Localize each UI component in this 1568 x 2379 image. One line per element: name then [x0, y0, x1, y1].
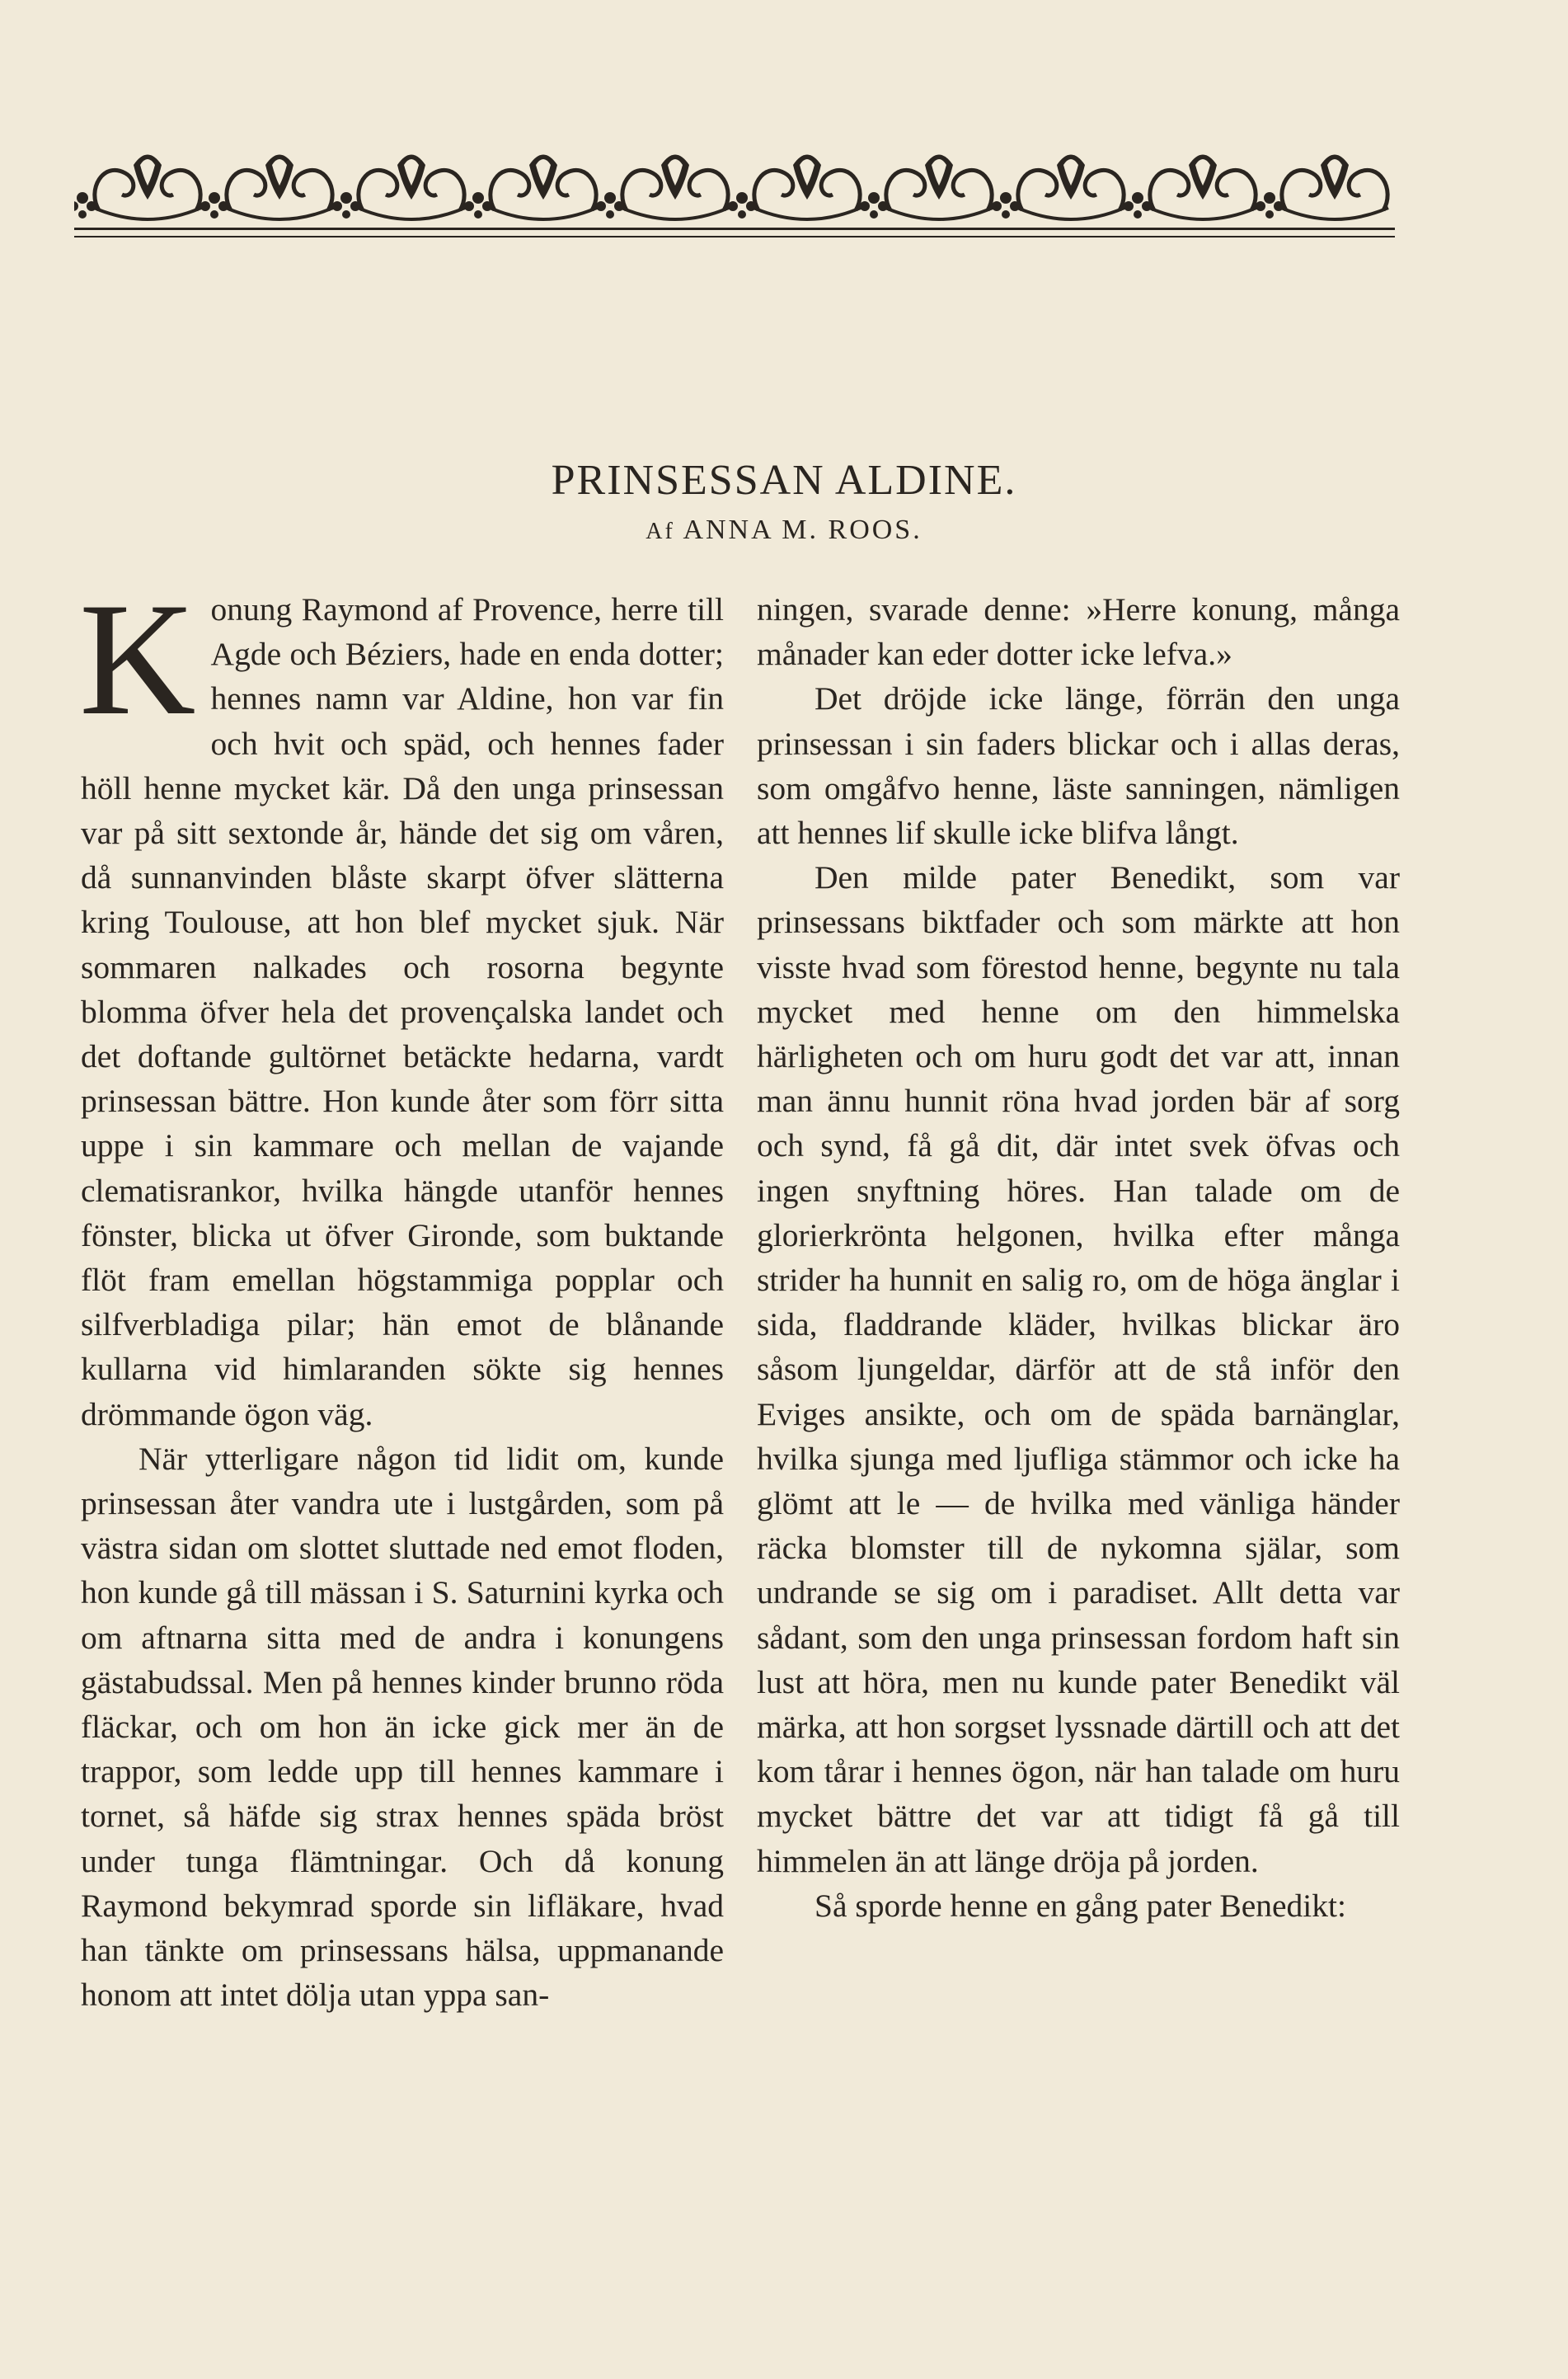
drop-cap: K	[79, 570, 196, 749]
paragraph-3: Det dröjde icke länge, förrän den unga prinsessan i sin faders blickar och i allas deras, som omgåfvo henne, läste sanningen, nämligen att hennes lif skulle icke blifva långt.	[757, 680, 1400, 852]
ornamental-header-border	[74, 140, 1395, 231]
header-rule-thick	[74, 228, 1395, 230]
header-rule-thin	[74, 236, 1395, 237]
paragraph-4: Den milde pater Benedikt, som var prinsessans biktfader och som märkte att hon visste hvad som förestod henne, begynte nu tala mycket med henne om den himmelska härligheten och om huru godt det var att, innan man ännu hunnit röna hvad jorden bär af sorg och synd, få gå dit, där intet svek öfvas och ingen snyftning höres. Han talade om de glorierkrönta helgonen, hvilka efter många strider ha hunnit en salig ro, om de höga änglar i sida, fladdrande kläder, hvilkas blickar äro såsom ljungeldar, därför att de stå inför den Eviges ansikte, och om de späda barnänglar, hvilka sjunga med ljufliga stämmor och icke ha glömt att le — de hvilka med vänliga händer räcka blomster till de nykomna själar, som undrande se sig om i paradiset. Allt detta var sådant, som den unga prinsessan fordom haft sin lust att höra, men nu kunde pater Benedikt väl märka, att hon sorgset lyssnade därtill och att det kom tårar i hennes ögon, när han talade om huru mycket bättre det var att tidigt få gå till himmelen än att länge dröja på jorden.	[757, 859, 1400, 1879]
left-column	[79, 570, 724, 2018]
right-column	[757, 587, 1400, 1928]
paragraph-1-text: onung Raymond af Provence, herre till Agde och Béziers, hade en enda dotter; hennes namn var Aldine, hon var fin och hvit och späd, och hennes fader höll henne mycket kär. Då den unga prinsessan var på sitt sextonde år, hände det sig om våren, då sunnanvinden blåste skarpt öfver slätterna kring Toulouse, att hon blef mycket sjuk. När sommaren nalkades och rosorna begynte blomma öfver hela det provençalska landet och det doftande gultörnet betäckte hedarna, vardt prinsessan bättre. Hon kunde åter som förr sitta uppe i sin kammare och mellan de vajande clematisrankor, hvilka hängde utanför hennes fönster, blicka ut öfver Gironde, som buktande flöt fram emellan högstammiga popplar och silfverbladiga pilar; hän emot de blånande kullarna vid himlaranden sökte sig hennes drömmande ögon väg.	[81, 591, 724, 1432]
byline	[0, 515, 1568, 546]
paragraph-continued: ningen, svarade denne: »Herre konung, många månader kan eder dotter icke lefva.»	[757, 591, 1400, 673]
author-name: ANNA M. ROOS.	[683, 515, 922, 545]
article-title: PRINSESSAN ALDINE.	[551, 456, 1017, 504]
paragraph-2: När ytterligare någon tid lidit om, kunde prinsessan åter vandra ute i lustgården, som på västra sidan om slottet sluttade ned emot floden, hon kunde gå till mässan i S. Saturnini kyrka och om aftnarna sitta med de andra i konungens gästabudssal. Men på hennes kinder brunno röda fläckar, och om hon än icke gick mer än de trappor, som ledde upp till hennes kammare i tornet, så häfde sig strax hennes späda bröst under tunga flämtningar. Och då konung Raymond bekymrad sporde sin lifläkare, hvad han tänkte om prinsessans hälsa, uppmanande honom att intet dölja utan yppa san-	[81, 1440, 724, 2014]
paragraph-5: Så sporde henne en gång pater Benedikt:	[815, 1887, 1346, 1924]
paragraph-1	[79, 570, 724, 1436]
byline-prefix: Af	[646, 519, 675, 544]
